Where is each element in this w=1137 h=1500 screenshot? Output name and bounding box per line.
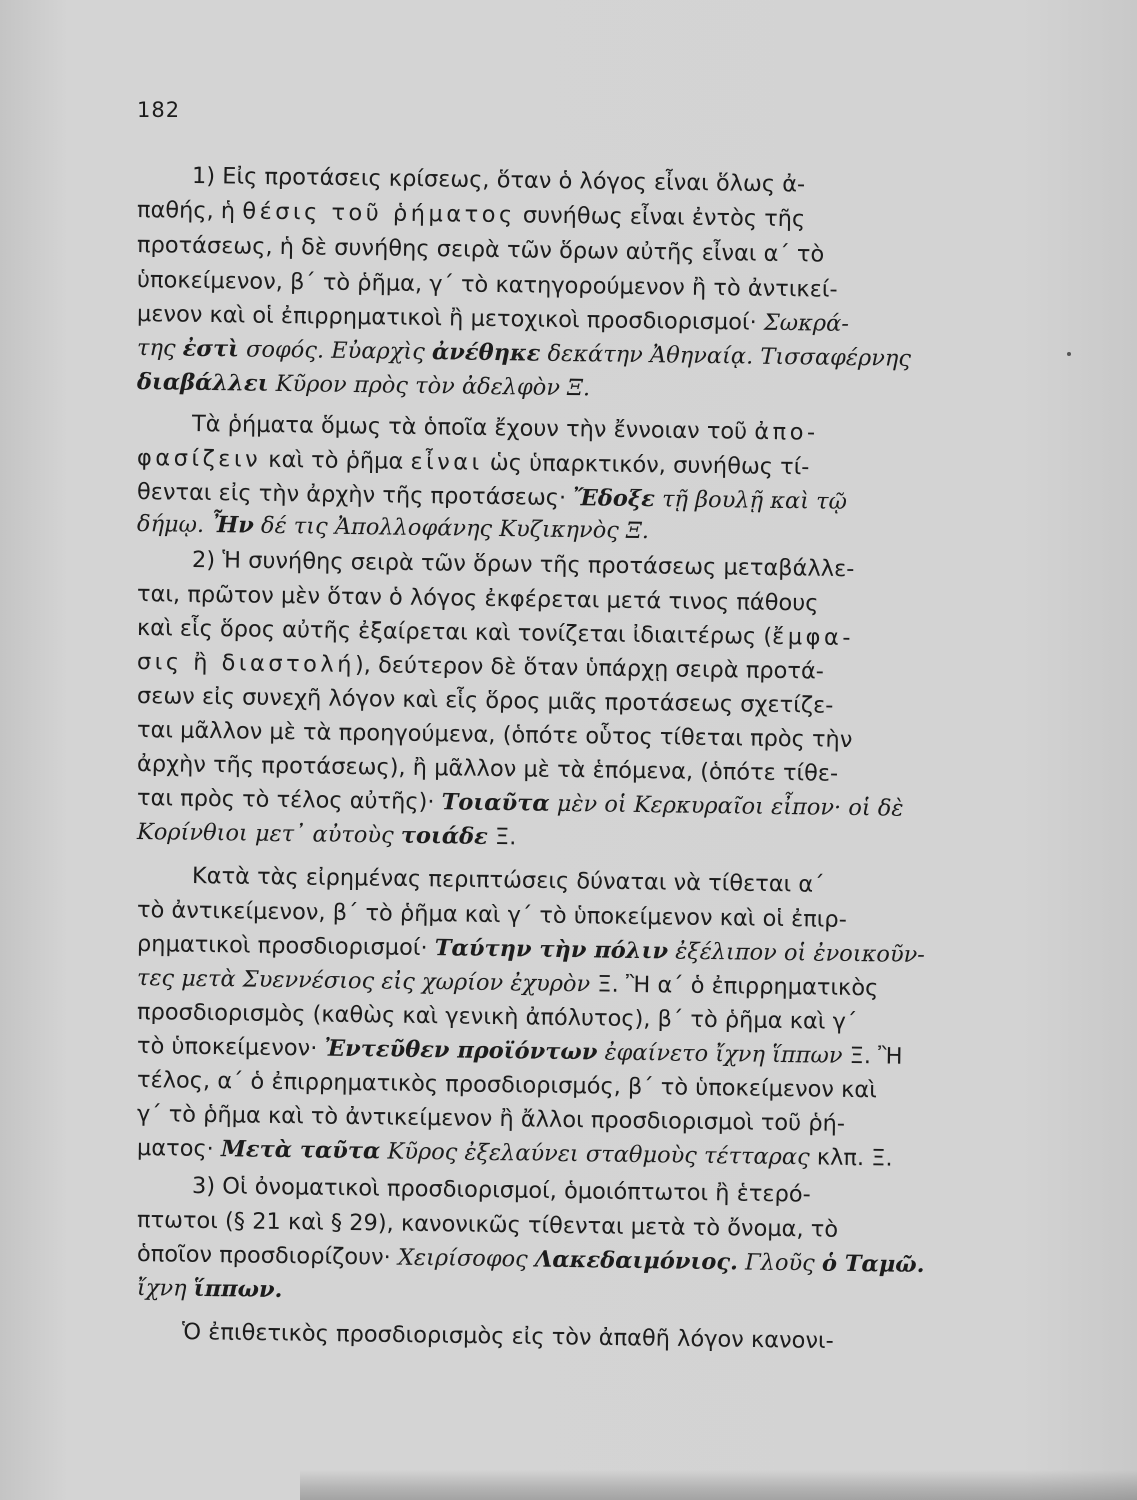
- text-line: προσδιορισμὸς (καθὼς καὶ γενικὴ ἀπόλυτος), β΄ τὸ ῥῆμα καὶ γ΄: [136, 999, 858, 1036]
- text-line: μενον καὶ οἱ ἐπιρρηματικοὶ ἢ μετοχικοὶ προσδιορισμοί· Σωκρά-: [136, 301, 850, 337]
- text-line: ται, πρῶτον μὲν ὅταν ὁ λόγος ἐκφέρεται μετά τινος πάθους: [136, 581, 819, 617]
- text-line: δήμῳ. Ἦν δέ τις Ἀπολλοφάνης Κυζικηνὸς Ξ.: [136, 511, 650, 545]
- text-line: τέλος, α΄ ὁ ἐπιρρηματικὸς προσδιορισμός, β΄ τὸ ὑποκείμενον καὶ: [136, 1067, 877, 1104]
- text-line: 1) Εἰς προτάσεις κρίσεως, ὅταν ὁ λόγος εἶναι ὅλως ἀ-: [191, 163, 806, 198]
- text-line: 2) Ἡ συνήθης σειρὰ τῶν ὅρων τῆς προτάσεως μεταβάλλε-: [191, 547, 855, 583]
- text-line: σις ἢ διαστολή), δεύτερον δὲ ὅταν ὑπάρχῃ σειρὰ προτά-: [136, 649, 825, 685]
- page-number: 182: [137, 98, 181, 122]
- text-line: γ΄ τὸ ῥῆμα καὶ τὸ ἀντικείμενον ἢ ἄλλοι προσδιορισμοὶ τοῦ ῥή-: [136, 1101, 846, 1137]
- text-line: τὸ ἀντικείμενον, β΄ τὸ ῥῆμα καὶ γ΄ τὸ ὑποκείμενον καὶ οἱ ἐπιρ-: [136, 897, 847, 933]
- text-line: Κατὰ τὰς εἰρημένας περιπτώσεις δύναται νὰ τίθεται α΄: [191, 863, 825, 898]
- text-line: Τὰ ῥήματα ὅμως τὰ ὁποῖα ἔχουν τὴν ἔννοιαν τοῦ ἀπο-: [191, 411, 819, 446]
- text-line: καὶ εἷς ὅρος αὐτῆς ἐξαίρεται καὶ τονίζεται ἰδιαιτέρως (ἔμφα-: [136, 615, 855, 652]
- text-line: σεων εἰς συνεχῆ λόγον καὶ εἷς ὅρος μιᾶς προτάσεως σχετίζε-: [136, 683, 834, 719]
- text-line: ματος· Μετὰ ταῦτα Κῦρος ἐξελαύνει σταθμοὺς τέτταρας κλπ. Ξ.: [136, 1135, 893, 1172]
- text-line: ὑποκείμενον, β΄ τὸ ῥῆμα, γ΄ τὸ κατηγορούμενον ἢ τὸ ἀντικεί-: [136, 267, 838, 303]
- text-line: ρηματικοὶ προσδιορισμοί· Ταύτην τὴν πόλιν ἐξέλιπον οἱ ἐνοικοῦν-: [136, 931, 926, 969]
- text-line: ται μᾶλλον μὲ τὰ προηγούμενα, (ὁπότε οὗτος τίθεται πρὸς τὴν: [136, 717, 853, 753]
- text-line: ἴχνη ἵππων.: [136, 1275, 283, 1304]
- text-line: Κορίνθιοι μετ᾽ αὐτοὺς τοιάδε Ξ.: [136, 819, 517, 851]
- page-edge-shadow: [300, 1470, 1137, 1500]
- text-line: τὸ ὑποκείμενον· Ἐντεῦθεν προϊόντων ἐφαίνετο ἴχνη ἵππων Ξ. Ἢ: [136, 1033, 903, 1070]
- text-line: ται πρὸς τὸ τέλος αὐτῆς)· Τοιαῦτα μὲν οἱ Κερκυραῖοι εἶπον· οἱ δὲ: [136, 785, 904, 822]
- text-line: τες μετὰ Συεννέσιος εἰς χωρίον ἐχυρὸν Ξ. Ἢ α΄ ὁ ἐπιρρηματικὸς: [136, 965, 879, 1002]
- text-line: θενται εἰς τὴν ἀρχὴν τῆς προτάσεως· Ἔδοξε τῇ βουλῇ καὶ τῷ: [136, 479, 848, 515]
- text-line: ὁποῖον προσδιορίζουν· Χειρίσοφος Λακεδαιμόνιος. Γλοῦς ὁ Ταμῶ.: [136, 1241, 925, 1278]
- text-line: διαβάλλει Κῦρον πρὸς τὸν ἀδελφὸν Ξ.: [136, 369, 591, 402]
- text-line: ἀρχὴν τῆς προτάσεως), ἢ μᾶλλον μὲ τὰ ἑπόμενα, (ὁπότε τίθε-: [136, 751, 839, 787]
- text-line: παθής, ἡ θέσις τοῦ ῥήματος συνήθως εἶναι ἐντὸς τῆς: [136, 197, 806, 233]
- text-line: της ἐστὶ σοφός. Εὐαρχὶς ἀνέθηκε δεκάτην Ἀθηναίᾳ. Τισσαφέρνης: [136, 335, 912, 372]
- text-line: 3) Οἱ ὀνοματικοὶ προσδιορισμοί, ὁμοιόπτωτοι ἢ ἑτερό-: [191, 1173, 811, 1208]
- text-line: πτωτοι (§ 21 καὶ § 29), κανονικῶς τίθενται μετὰ τὸ ὄνομα, τὸ: [136, 1207, 839, 1243]
- text-line: Ὁ ἐπιθετικὸς προσδιορισμὸς εἰς τὸν ἀπαθῆ λόγον κανονι-: [181, 1319, 834, 1355]
- text-line: φασίζειν καὶ τὸ ῥῆμα εἶναι ὡς ὑπαρκτικόν, συνήθως τί-: [136, 445, 810, 481]
- text-line: προτάσεως, ἡ δὲ συνήθης σειρὰ τῶν ὅρων αὐτῆς εἶναι α΄ τὸ: [136, 232, 825, 268]
- speck: [1067, 352, 1071, 356]
